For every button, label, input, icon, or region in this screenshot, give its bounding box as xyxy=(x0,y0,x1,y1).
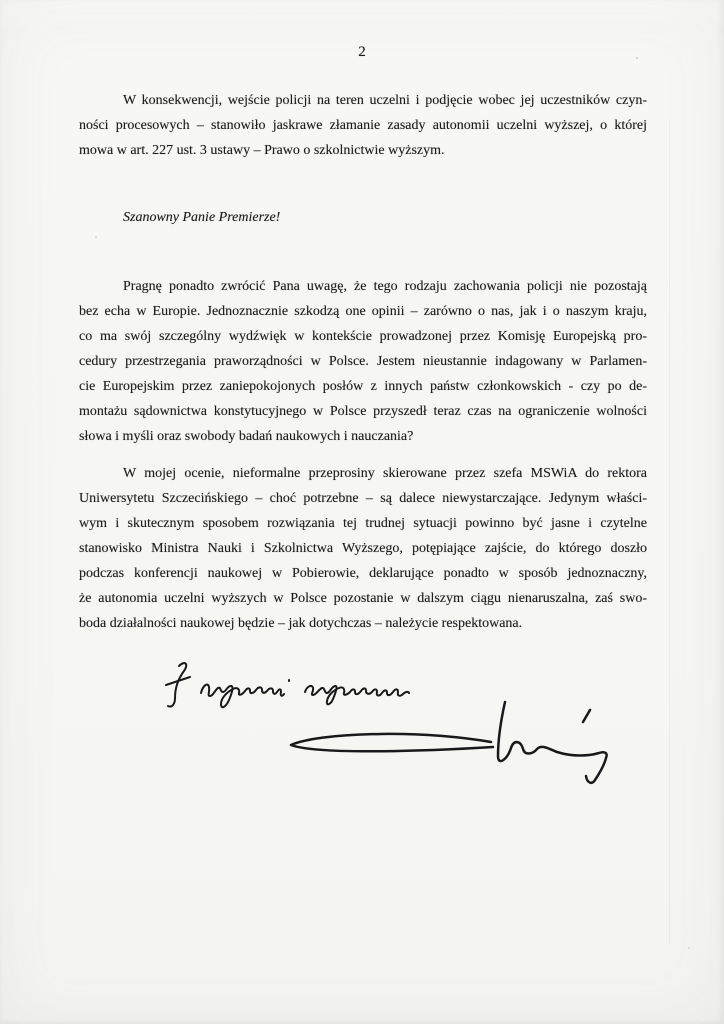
text-line: że autonomia uczelni wyższych w Polsce pozostanie w dalszym ciągu nienaruszalna, zaś swo- xyxy=(79,591,647,606)
text-line: wym i skutecznym sposobem rozwiązania tej trudnej sytuacji powinno być jasne i czytelne xyxy=(79,516,647,531)
text-line: co ma swój szczególny wydźwięk w kontekście prowadzonej przez Komisję Europejską pro- xyxy=(79,329,647,344)
handwritten-closing xyxy=(163,660,647,810)
text-line: boda działalności naukowej będzie – jak dotychczas – należycie respektowana. xyxy=(79,616,523,631)
text-line: stanowisko Ministra Nauki i Szkolnictwa Wyższego, potępiające zajście, do którego doszło xyxy=(79,541,647,556)
text-line: mowa w art. 227 ust. 3 ustawy – Prawo o szkolnictwie wyższym. xyxy=(79,143,445,158)
paragraph xyxy=(79,274,647,449)
signature-icon xyxy=(283,696,613,791)
text-line: cie Europejskim przez zaniepokojonych posłów z innych państw członkowskich - czy po de- xyxy=(79,379,647,394)
letter-body xyxy=(79,88,647,810)
text-line: montażu sądownictwa konstytucyjnego w Polsce przyszedł teraz czas na ograniczenie wolności xyxy=(79,404,647,419)
paragraph xyxy=(79,88,647,163)
text-line: cedury przestrzegania praworządności w Polsce. Jestem nieustannie indagowany w Parlamen- xyxy=(79,354,647,369)
text-line: bez echa w Europie. Jednoznacznie szkodzą one opinii – zarówno o nas, jak i o naszym kraju, xyxy=(79,304,647,319)
paragraph xyxy=(79,461,647,636)
text-line: ności procesowych – stanowiło jaskrawe złamanie zasady autonomii uczelni wyższej, o której xyxy=(79,118,647,133)
text-line: Uniwersytetu Szczecińskiego – choć potrzebne – są dalece niewystarczające. Jedynym właści- xyxy=(79,491,647,506)
text-line: W konsekwencji, wejście policji na teren uczelni i podjęcie wobec jej uczestników czyn- xyxy=(123,93,647,108)
page-number: 2 xyxy=(358,44,366,60)
scan-edge-artifact xyxy=(669,120,670,944)
text-line: słowa i myśli oraz swobody badań naukowych i nauczania? xyxy=(79,429,414,444)
text-line: W mojej ocenie, nieformalne przeprosiny skierowane przez szefa MSWiA do rektora xyxy=(123,466,647,481)
salutation: Szanowny Panie Premierze! xyxy=(123,210,281,225)
text-line: Pragnę ponadto zwrócić Pana uwagę, że tego rodzaju zachowania policji nie pozostają xyxy=(123,279,647,294)
text-line: podczas konferencji naukowej w Pobierowie, deklarujące ponadto w sposób jednoznaczny, xyxy=(79,566,647,581)
